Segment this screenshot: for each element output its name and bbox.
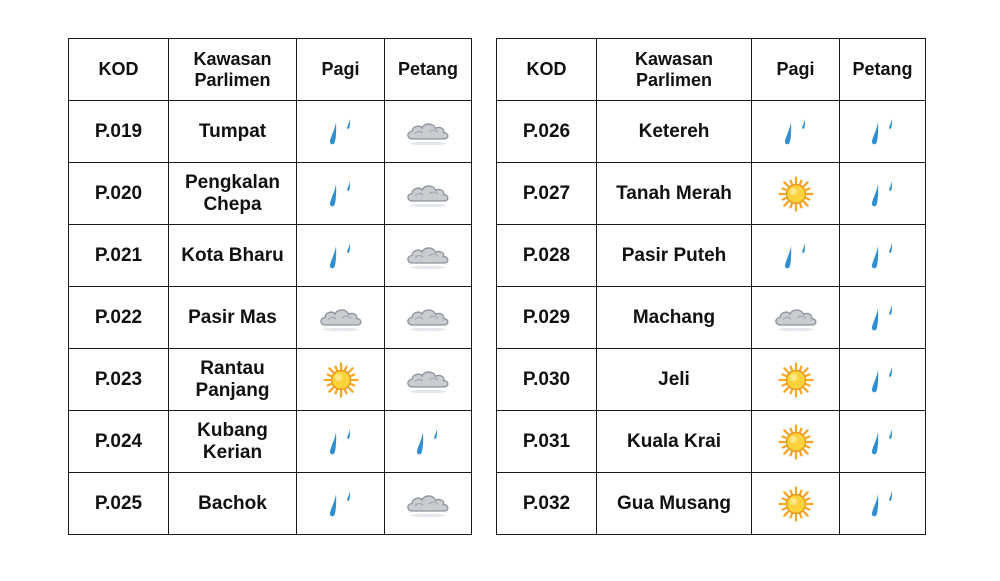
kawasan-line: Kota Bharu [181, 244, 284, 266]
pagi-cell [297, 287, 385, 349]
rain-icon [866, 363, 900, 397]
cloud-icon [403, 489, 453, 519]
petang-cell [385, 101, 472, 163]
table-row [69, 163, 472, 225]
petang-cell [840, 163, 926, 225]
kawasan-line: Pasir Puteh [621, 244, 727, 266]
kawasan-line: Kuala Krai [627, 430, 721, 452]
table-row [69, 287, 472, 349]
petang-cell [840, 349, 926, 411]
kawasan-cell [169, 473, 297, 535]
header-kod: KOD [497, 39, 597, 101]
kawasan-cell [597, 225, 752, 287]
kod-cell: P.031 [497, 411, 597, 473]
cloud-icon [403, 241, 453, 271]
kawasan-cell [597, 163, 752, 225]
rain-icon [866, 425, 900, 459]
cloud-icon [316, 303, 366, 333]
cloud-icon [403, 365, 453, 395]
header-kod: KOD [69, 39, 169, 101]
petang-cell [840, 411, 926, 473]
rain-icon [324, 177, 358, 211]
kawasan-cell [597, 411, 752, 473]
pagi-cell [752, 287, 840, 349]
table-row [497, 225, 926, 287]
rain-icon [324, 487, 358, 521]
table-row [69, 349, 472, 411]
weather-table-right [496, 38, 926, 535]
pagi-cell [752, 225, 840, 287]
kawasan-line: Gua Musang [616, 492, 731, 514]
header-petang: Petang [840, 39, 926, 101]
cloud-icon [403, 179, 453, 209]
weather-table-left [68, 38, 472, 535]
cloud-icon [771, 303, 821, 333]
table-row [497, 101, 926, 163]
table-row [69, 411, 472, 473]
header-kawasan-line: Kawasan [193, 48, 272, 69]
kawasan-cell [169, 411, 297, 473]
header-kawasan-line: Kawasan [634, 48, 714, 69]
sun-icon [778, 424, 814, 460]
kawasan-line: Machang [632, 306, 716, 328]
petang-cell [385, 349, 472, 411]
kod-cell: P.023 [69, 349, 169, 411]
header-kawasan-line: Parlimen [635, 69, 713, 90]
kawasan-cell [597, 349, 752, 411]
kod-cell: P.029 [497, 287, 597, 349]
kawasan-line: Chepa [203, 193, 262, 215]
table-row [69, 473, 472, 535]
petang-cell [840, 287, 926, 349]
rain-icon [866, 487, 900, 521]
rain-icon [324, 239, 358, 273]
sun-icon [778, 176, 814, 212]
rain-icon [866, 239, 900, 273]
pagi-cell [752, 163, 840, 225]
kawasan-line: Ketereh [638, 120, 710, 142]
kod-cell: P.026 [497, 101, 597, 163]
kod-cell: P.032 [497, 473, 597, 535]
table-row [69, 101, 472, 163]
pagi-cell [752, 473, 840, 535]
petang-cell [385, 163, 472, 225]
table-row [497, 163, 926, 225]
sun-icon [778, 486, 814, 522]
kawasan-line: Tanah Merah [616, 182, 732, 204]
header-kawasan [169, 39, 297, 101]
petang-cell [385, 287, 472, 349]
pagi-cell [752, 101, 840, 163]
header-kawasan-line: Parlimen [194, 69, 271, 90]
kawasan-line: Pengkalan [184, 171, 281, 193]
pagi-cell [297, 225, 385, 287]
table-row [497, 287, 926, 349]
kawasan-line: Kerian [202, 441, 263, 463]
kod-cell: P.030 [497, 349, 597, 411]
pagi-cell [297, 411, 385, 473]
header-petang: Petang [385, 39, 472, 101]
kawasan-cell [169, 101, 297, 163]
rain-icon [411, 425, 445, 459]
kod-cell: P.025 [69, 473, 169, 535]
petang-cell [385, 225, 472, 287]
rain-icon [779, 239, 813, 273]
kod-cell: P.027 [497, 163, 597, 225]
kawasan-line: Kubang [197, 419, 268, 441]
rain-icon [866, 177, 900, 211]
header-row [497, 39, 926, 101]
kod-cell: P.021 [69, 225, 169, 287]
table-row [69, 225, 472, 287]
sun-icon [323, 362, 359, 398]
kod-cell: P.020 [69, 163, 169, 225]
kawasan-cell [169, 287, 297, 349]
kawasan-line: Tumpat [198, 120, 267, 142]
pagi-cell [297, 101, 385, 163]
table-row [497, 411, 926, 473]
kod-cell: P.022 [69, 287, 169, 349]
rain-icon [866, 115, 900, 149]
rain-icon [324, 115, 358, 149]
pagi-cell [752, 349, 840, 411]
kod-cell: P.028 [497, 225, 597, 287]
petang-cell [385, 473, 472, 535]
table-row [497, 349, 926, 411]
cloud-icon [403, 117, 453, 147]
pagi-cell [752, 411, 840, 473]
table-row [497, 473, 926, 535]
cloud-icon [403, 303, 453, 333]
kawasan-cell [169, 163, 297, 225]
petang-cell [840, 101, 926, 163]
sun-icon [778, 362, 814, 398]
kawasan-cell [169, 225, 297, 287]
rain-icon [866, 301, 900, 335]
petang-cell [385, 411, 472, 473]
petang-cell [840, 225, 926, 287]
kawasan-line: Pasir Mas [188, 306, 277, 328]
kawasan-cell [169, 349, 297, 411]
pagi-cell [297, 163, 385, 225]
kawasan-line: Panjang [195, 379, 270, 401]
kawasan-line: Jeli [658, 368, 690, 390]
kod-cell: P.024 [69, 411, 169, 473]
header-kawasan [597, 39, 752, 101]
kawasan-cell [597, 287, 752, 349]
header-row [69, 39, 472, 101]
kawasan-line: Rantau [200, 357, 265, 379]
kawasan-line: Bachok [198, 492, 267, 514]
header-pagi: Pagi [297, 39, 385, 101]
rain-icon [324, 425, 358, 459]
petang-cell [840, 473, 926, 535]
header-pagi: Pagi [752, 39, 840, 101]
pagi-cell [297, 349, 385, 411]
kawasan-cell [597, 473, 752, 535]
kawasan-cell [597, 101, 752, 163]
pagi-cell [297, 473, 385, 535]
rain-icon [779, 115, 813, 149]
kod-cell: P.019 [69, 101, 169, 163]
